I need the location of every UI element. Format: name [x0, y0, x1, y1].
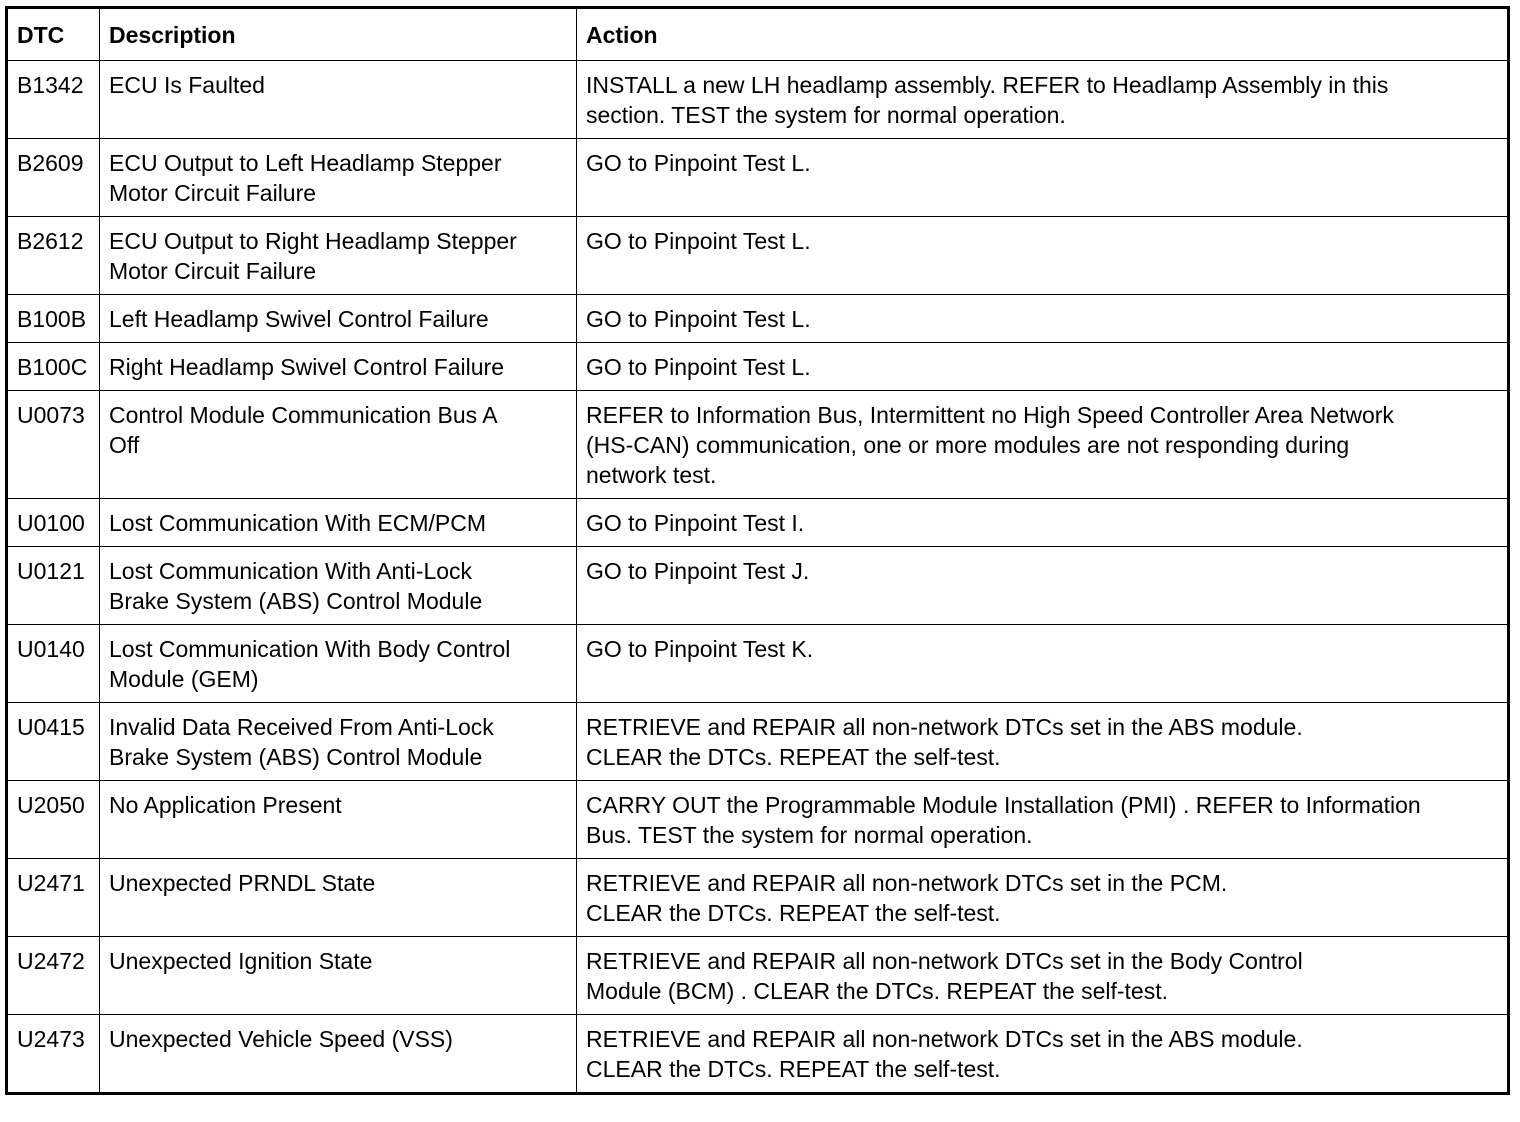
dtc-code: B2612	[7, 217, 100, 295]
dtc-action: INSTALL a new LH headlamp assembly. REFER to Headlamp Assembly in this section. TEST the system for normal operation.	[577, 61, 1509, 139]
table-row	[7, 937, 1509, 1015]
dtc-description: Invalid Data Received From Anti-Lock Brake System (ABS) Control Module	[100, 703, 577, 781]
table-row	[7, 781, 1509, 859]
table-row	[7, 139, 1509, 217]
table-row	[7, 295, 1509, 343]
dtc-code: U0121	[7, 547, 100, 625]
dtc-action: GO to Pinpoint Test J.	[577, 547, 1509, 625]
dtc-description: Unexpected Vehicle Speed (VSS)	[100, 1015, 577, 1094]
dtc-description: Lost Communication With ECM/PCM	[100, 499, 577, 547]
dtc-action: GO to Pinpoint Test I.	[577, 499, 1509, 547]
table-header-row	[7, 8, 1509, 61]
column-header-dtc: DTC	[7, 8, 100, 61]
dtc-code: U2050	[7, 781, 100, 859]
dtc-code: U0100	[7, 499, 100, 547]
dtc-code: B100B	[7, 295, 100, 343]
table-row	[7, 343, 1509, 391]
dtc-description: Right Headlamp Swivel Control Failure	[100, 343, 577, 391]
dtc-action: RETRIEVE and REPAIR all non-network DTCs set in the PCM. CLEAR the DTCs. REPEAT the self-test.	[577, 859, 1509, 937]
dtc-action: CARRY OUT the Programmable Module Installation (PMI) . REFER to Information Bus. TEST the system for normal operation.	[577, 781, 1509, 859]
dtc-code: U0415	[7, 703, 100, 781]
dtc-description: Unexpected Ignition State	[100, 937, 577, 1015]
dtc-description: ECU Output to Left Headlamp Stepper Motor Circuit Failure	[100, 139, 577, 217]
dtc-description: ECU Output to Right Headlamp Stepper Motor Circuit Failure	[100, 217, 577, 295]
table-row	[7, 625, 1509, 703]
dtc-code: U0140	[7, 625, 100, 703]
dtc-action: GO to Pinpoint Test L.	[577, 343, 1509, 391]
dtc-description: No Application Present	[100, 781, 577, 859]
dtc-code: B1342	[7, 61, 100, 139]
dtc-code: B2609	[7, 139, 100, 217]
dtc-description: Lost Communication With Anti-Lock Brake System (ABS) Control Module	[100, 547, 577, 625]
column-header-description: Description	[100, 8, 577, 61]
table-row	[7, 1015, 1509, 1094]
dtc-action: REFER to Information Bus, Intermittent no High Speed Controller Area Network (HS-CAN) communication, one or more modules are not responding during network test.	[577, 391, 1509, 499]
dtc-description: Unexpected PRNDL State	[100, 859, 577, 937]
dtc-description: Left Headlamp Swivel Control Failure	[100, 295, 577, 343]
dtc-code: U2471	[7, 859, 100, 937]
dtc-description: Lost Communication With Body Control Module (GEM)	[100, 625, 577, 703]
table-row	[7, 859, 1509, 937]
dtc-action: GO to Pinpoint Test K.	[577, 625, 1509, 703]
dtc-table	[5, 6, 1510, 1095]
dtc-description: ECU Is Faulted	[100, 61, 577, 139]
table-row	[7, 217, 1509, 295]
column-header-action: Action	[577, 8, 1509, 61]
dtc-action: RETRIEVE and REPAIR all non-network DTCs set in the ABS module. CLEAR the DTCs. REPEAT the self-test.	[577, 703, 1509, 781]
table-row	[7, 61, 1509, 139]
dtc-action: RETRIEVE and REPAIR all non-network DTCs set in the Body Control Module (BCM) . CLEAR the DTCs. REPEAT the self-test.	[577, 937, 1509, 1015]
table-row	[7, 547, 1509, 625]
dtc-code: U2473	[7, 1015, 100, 1094]
dtc-action: GO to Pinpoint Test L.	[577, 217, 1509, 295]
dtc-code: U0073	[7, 391, 100, 499]
dtc-description: Control Module Communication Bus A Off	[100, 391, 577, 499]
table-row	[7, 703, 1509, 781]
dtc-action: GO to Pinpoint Test L.	[577, 139, 1509, 217]
table-row	[7, 499, 1509, 547]
dtc-code: B100C	[7, 343, 100, 391]
dtc-code: U2472	[7, 937, 100, 1015]
dtc-action: GO to Pinpoint Test L.	[577, 295, 1509, 343]
table-row	[7, 391, 1509, 499]
dtc-action: RETRIEVE and REPAIR all non-network DTCs set in the ABS module. CLEAR the DTCs. REPEAT the self-test.	[577, 1015, 1509, 1094]
